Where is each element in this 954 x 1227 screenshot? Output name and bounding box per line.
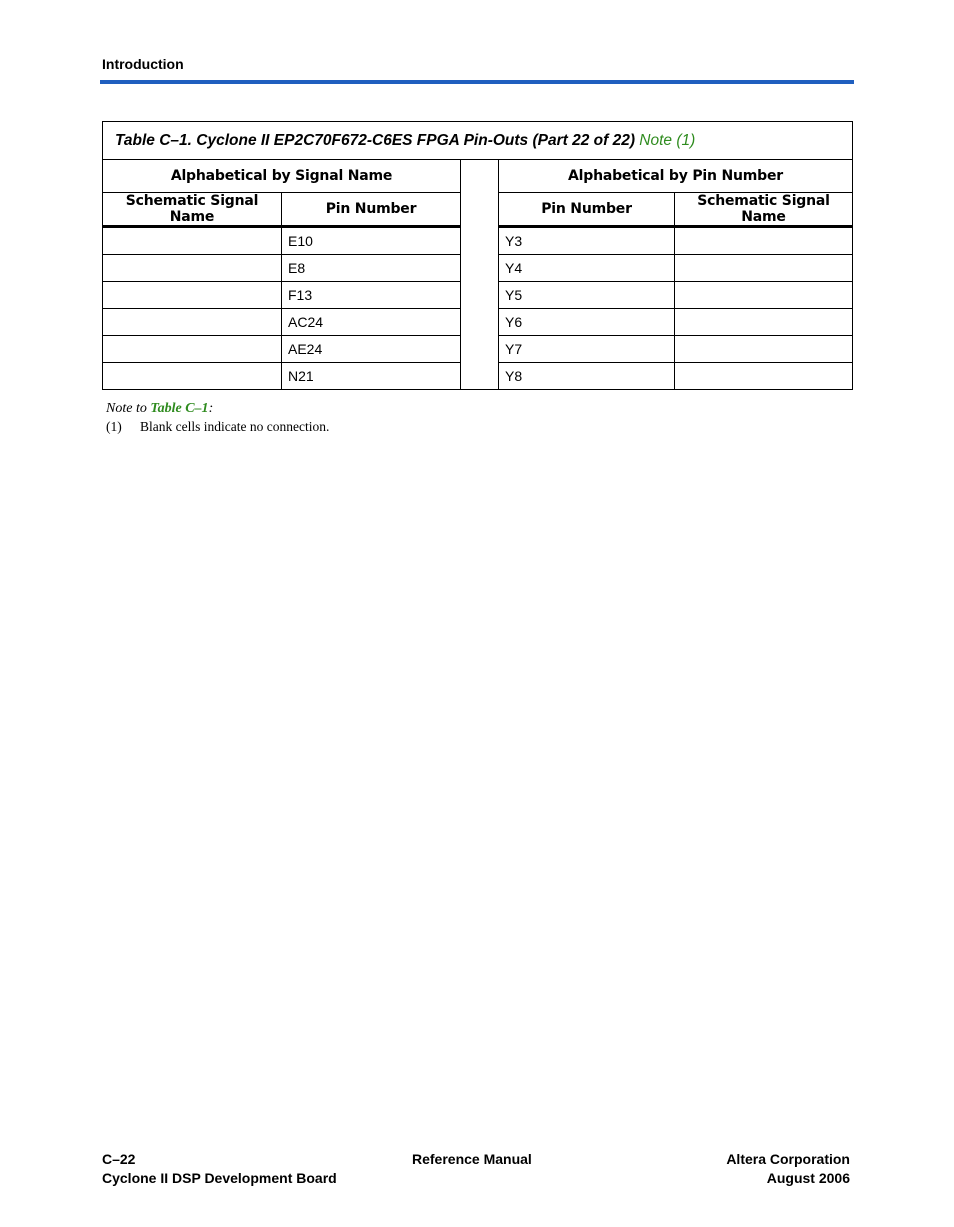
table-cell bbox=[675, 336, 853, 363]
table-caption-text: Table C–1. Cyclone II EP2C70F672-C6ES FPGA Pin-Outs (Part 22 of 22) bbox=[115, 131, 635, 149]
table-cell: Y4 bbox=[499, 255, 675, 282]
column-header: Schematic Signal Name bbox=[675, 193, 853, 227]
table-cell bbox=[103, 227, 282, 255]
footer-company: Altera Corporation bbox=[726, 1151, 850, 1167]
running-head: Introduction bbox=[102, 56, 184, 72]
table-notes bbox=[106, 401, 329, 435]
table-cell: E8 bbox=[282, 255, 461, 282]
caption-note-link[interactable]: Note (1) bbox=[639, 131, 696, 149]
note-table-link[interactable]: Table C–1 bbox=[150, 401, 209, 416]
table-cell bbox=[103, 336, 282, 363]
pin-out-table bbox=[102, 121, 853, 390]
table-cell bbox=[675, 227, 853, 255]
footer-doc-type: Reference Manual bbox=[412, 1151, 532, 1167]
table-cell: AC24 bbox=[282, 309, 461, 336]
table-cell: Y7 bbox=[499, 336, 675, 363]
table-cell bbox=[103, 309, 282, 336]
column-header: Pin Number bbox=[499, 193, 675, 227]
table-spacer-column bbox=[461, 160, 499, 390]
table-cell bbox=[675, 363, 853, 390]
table-cell: Y8 bbox=[499, 363, 675, 390]
table-cell: N21 bbox=[282, 363, 461, 390]
header-rule bbox=[100, 80, 854, 84]
group-header-signal: Alphabetical by Signal Name bbox=[103, 160, 461, 193]
table-cell bbox=[103, 255, 282, 282]
note-item bbox=[106, 419, 329, 435]
table-cell: Y5 bbox=[499, 282, 675, 309]
column-header: Pin Number bbox=[282, 193, 461, 227]
table-cell bbox=[103, 363, 282, 390]
table-cell: F13 bbox=[282, 282, 461, 309]
table-cell: Y3 bbox=[499, 227, 675, 255]
footer-date: August 2006 bbox=[766, 1170, 850, 1186]
footer-right bbox=[726, 1150, 850, 1188]
table-caption bbox=[103, 122, 853, 160]
note-title-suffix: : bbox=[208, 401, 214, 416]
table-cell: E10 bbox=[282, 227, 461, 255]
footer-page-number: C–22 bbox=[102, 1151, 136, 1167]
table-cell bbox=[675, 309, 853, 336]
group-header-pin: Alphabetical by Pin Number bbox=[499, 160, 853, 193]
note-number: (1) bbox=[106, 419, 122, 434]
footer-book-title: Cyclone II DSP Development Board bbox=[102, 1170, 337, 1186]
note-title-prefix: Note to bbox=[106, 401, 151, 416]
note-title bbox=[106, 401, 329, 417]
table-cell bbox=[675, 255, 853, 282]
footer-left bbox=[102, 1150, 337, 1188]
footer-center bbox=[412, 1150, 532, 1169]
table-cell bbox=[675, 282, 853, 309]
table-cell bbox=[103, 282, 282, 309]
table-cell: AE24 bbox=[282, 336, 461, 363]
note-text: Blank cells indicate no connection. bbox=[140, 419, 330, 434]
column-header: Schematic Signal Name bbox=[103, 193, 282, 227]
table-cell: Y6 bbox=[499, 309, 675, 336]
